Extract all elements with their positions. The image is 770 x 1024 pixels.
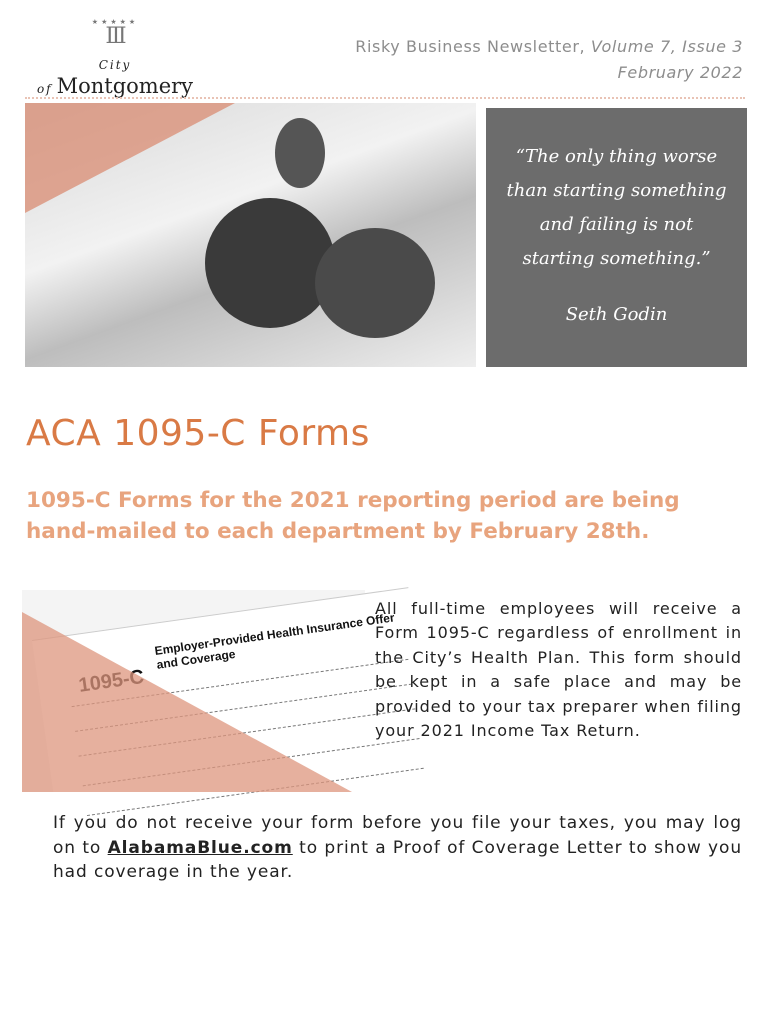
article-title: ACA 1095-C Forms <box>26 413 370 454</box>
quote-box <box>486 108 747 367</box>
photo-figure <box>205 198 335 328</box>
article-subtitle: 1095-C Forms for the 2021 reporting period are being hand-mailed to each department by February 28th. <box>26 488 680 544</box>
logo-city-of: City of <box>36 58 132 96</box>
article-paragraph-2 <box>53 811 742 885</box>
paragraph-text: If you do not receive your form before you file your taxes, you may log on to <box>53 813 742 858</box>
article-paragraph: All full-time employees will receive a Form 1095-C regardless of enrollment in the City’s Health Plan. This form should be kept in a safe place and may be provided to your tax preparer when filing your 2021 Income Tax Return. <box>375 599 742 741</box>
paragraph-text: to print a Proof of Coverage Letter to show you had coverage in the year. <box>53 837 742 882</box>
form-heading: Employer-Provided Health Insurance Offer and Coverage <box>153 610 396 672</box>
form-1095c-image <box>22 590 396 792</box>
quote-author: Seth Godin <box>565 304 668 325</box>
newsletter-header <box>355 34 743 86</box>
photo-figure <box>315 228 435 338</box>
photo-figure <box>275 118 325 188</box>
logo-name: Montgomery <box>56 74 194 98</box>
newsletter-name: Risky Business Newsletter, <box>355 37 586 56</box>
column-icon: Ⅲ <box>105 24 125 49</box>
quote-text: “The only thing worse than starting something and failing is not starting something.” <box>506 146 727 269</box>
header-divider <box>25 97 745 99</box>
accent-triangle <box>22 612 352 792</box>
alabamablue-link[interactable]: AlabamaBlue.com <box>107 837 293 858</box>
city-logo <box>20 18 210 98</box>
accent-triangle <box>25 103 235 213</box>
stars-icon: ★★★★★ <box>91 18 139 26</box>
newsletter-issue: Volume 7, Issue 3 <box>590 37 743 56</box>
form-number: 1095-C <box>77 665 146 697</box>
newsletter-date: February 2022 <box>617 63 743 82</box>
snow-family-photo <box>25 103 476 367</box>
